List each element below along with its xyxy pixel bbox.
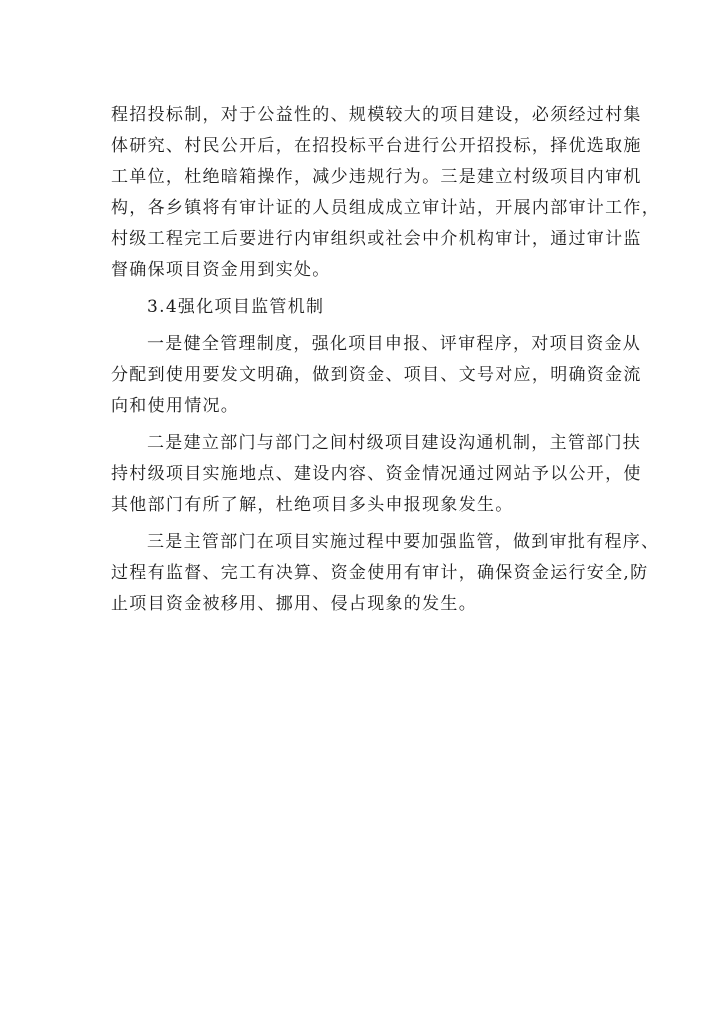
- text-line: 分配到使用要发文明确，做到资金、项目、文号对应，明确资金流: [111, 365, 642, 385]
- paragraph-bidding-audit: [111, 100, 660, 286]
- text-line: 其他部门有所了解，杜绝项目多头申报现象发生。: [111, 495, 514, 515]
- text-line: 止项目资金被移用、挪用、侵占现象的发生。: [111, 594, 477, 614]
- text-line: 督确保项目资金用到实处。: [111, 260, 331, 280]
- text-line: 程招投标制，对于公益性的、规模较大的项目建设，必须经过村集: [111, 105, 642, 125]
- paragraph-supervision: [111, 527, 660, 620]
- text-line: 二是建立部门与部门之间村级项目建设沟通机制，主管部门扶: [147, 433, 642, 453]
- text-line: 三是主管部门在项目实施过程中要加强监管，做到审批有程序、: [147, 532, 660, 552]
- section-heading-text: 3.4强化项目监管机制: [147, 297, 325, 317]
- text-line: 向和使用情况。: [111, 396, 240, 416]
- text-line: 体研究、村民公开后，在招投标平台进行公开招投标，择优选取施: [111, 136, 642, 156]
- section-heading: [111, 292, 631, 323]
- text-line: 构，各乡镇将有审计证的人员组成成立审计站，开展内部审计工作，: [111, 198, 660, 218]
- body-text: [111, 100, 660, 620]
- paragraph-communication-mechanism: [111, 428, 642, 521]
- paragraph-management-system: [111, 329, 642, 422]
- text-line: 工单位，杜绝暗箱操作，减少违规行为。三是建立村级项目内审机: [111, 167, 642, 187]
- text-line: 一是健全管理制度，强化项目申报、评审程序，对项目资金从: [147, 334, 642, 354]
- text-line: 过程有监督、完工有决算、资金使用有审计，确保资金运行安全,防: [111, 563, 649, 583]
- text-line: 村级工程完工后要进行内审组织或社会中介机构审计，通过审计监: [111, 229, 642, 249]
- text-line: 持村级项目实施地点、建设内容、资金情况通过网站予以公开，使: [111, 464, 642, 484]
